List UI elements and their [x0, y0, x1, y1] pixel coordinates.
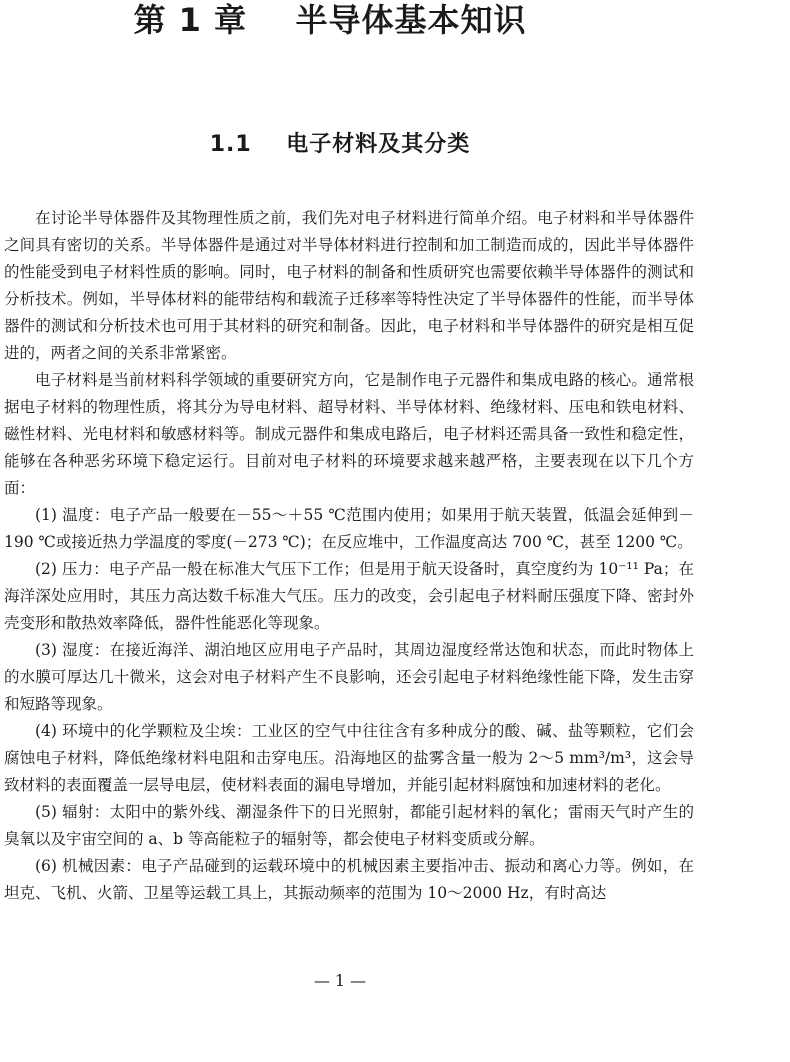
paragraph-mechanical: (6) 机械因素：电子产品碰到的运载环境中的机械因素主要指冲击、振动和离心力等。例如，在坦克、飞机、火箭、卫星等运载工具上，其振动频率的范围为 10～2000 Hz，有时高达: [4, 857, 694, 902]
paragraph-radiation: (5) 辐射：太阳中的紫外线、潮湿条件下的日光照射，都能引起材料的氧化；雷雨天气时产生的臭氧以及宇宙空间的 a、b 等高能粒子的辐射等，都会使电子材料变质或分解。: [4, 803, 694, 848]
body-text: [4, 205, 694, 907]
paragraph-temperature: (1) 温度：电子产品一般要在－55～＋55 ℃范围内使用；如果用于航天装置，低温会延伸到－190 ℃或接近热力学温度的零度(－273 ℃)；在反应堆中，工作温度高达 700 ℃，甚至 1200 ℃。: [4, 506, 694, 551]
section-title: 1.1 电子材料及其分类: [209, 132, 471, 157]
paragraph-overview: 电子材料是当前材料科学领域的重要研究方向，它是制作电子元器件和集成电路的核心。通常根据电子材料的物理性质，将其分为导电材料、超导材料、半导体材料、绝缘材料、压电和铁电材料、磁性材料、光电材料和敏感材料等。制成元器件和集成电路后，电子材料还需具备一致性和稳定性，能够在各种恶劣环境下稳定运行。目前对电子材料的环境要求越来越严格，主要表现在以下几个方面：: [4, 371, 694, 497]
chapter-title: 第 1 章 半导体基本知识: [133, 1, 527, 39]
paragraph-pressure: (2) 压力：电子产品一般在标准大气压下工作；但是用于航天设备时，真空度约为 10⁻¹¹ Pa；在海洋深处应用时，其压力高达数千标准大气压。压力的改变，会引起电子材料耐压强度下降、密封外壳变形和散热效率降低，器件性能恶化等现象。: [4, 560, 694, 632]
paragraph-humidity: (3) 湿度：在接近海洋、湖泊地区应用电子产品时，其周边湿度经常达饱和状态，而此时物体上的水膜可厚达几十微米，这会对电子材料产生不良影响，还会引起电子材料绝缘性能下降，发生击穿和短路等现象。: [4, 641, 694, 713]
page-number: — 1 —: [313, 971, 367, 990]
paragraph-chemical: (4) 环境中的化学颗粒及尘埃：工业区的空气中往往含有多种成分的酸、碱、盐等颗粒，它们会腐蚀电子材料，降低绝缘材料电阻和击穿电压。沿海地区的盐雾含量一般为 2～5 mm³/m³，这会导致材料的表面覆盖一层导电层，使材料表面的漏电导增加，并能引起材料腐蚀和加速材料的老化。: [4, 722, 694, 794]
paragraph-intro: 在讨论半导体器件及其物理性质之前，我们先对电子材料进行简单介绍。电子材料和半导体器件之间具有密切的关系。半导体器件是通过对半导体材料进行控制和加工制造而成的，因此半导体器件的性能受到电子材料性质的影响。同时，电子材料的制备和性质研究也需要依赖半导体器件的测试和分析技术。例如，半导体材料的能带结构和载流子迁移率等特性决定了半导体器件的性能，而半导体器件的测试和分析技术也可用于其材料的研究和制备。因此，电子材料和半导体器件的研究是相互促进的，两者之间的关系非常紧密。: [4, 209, 694, 362]
